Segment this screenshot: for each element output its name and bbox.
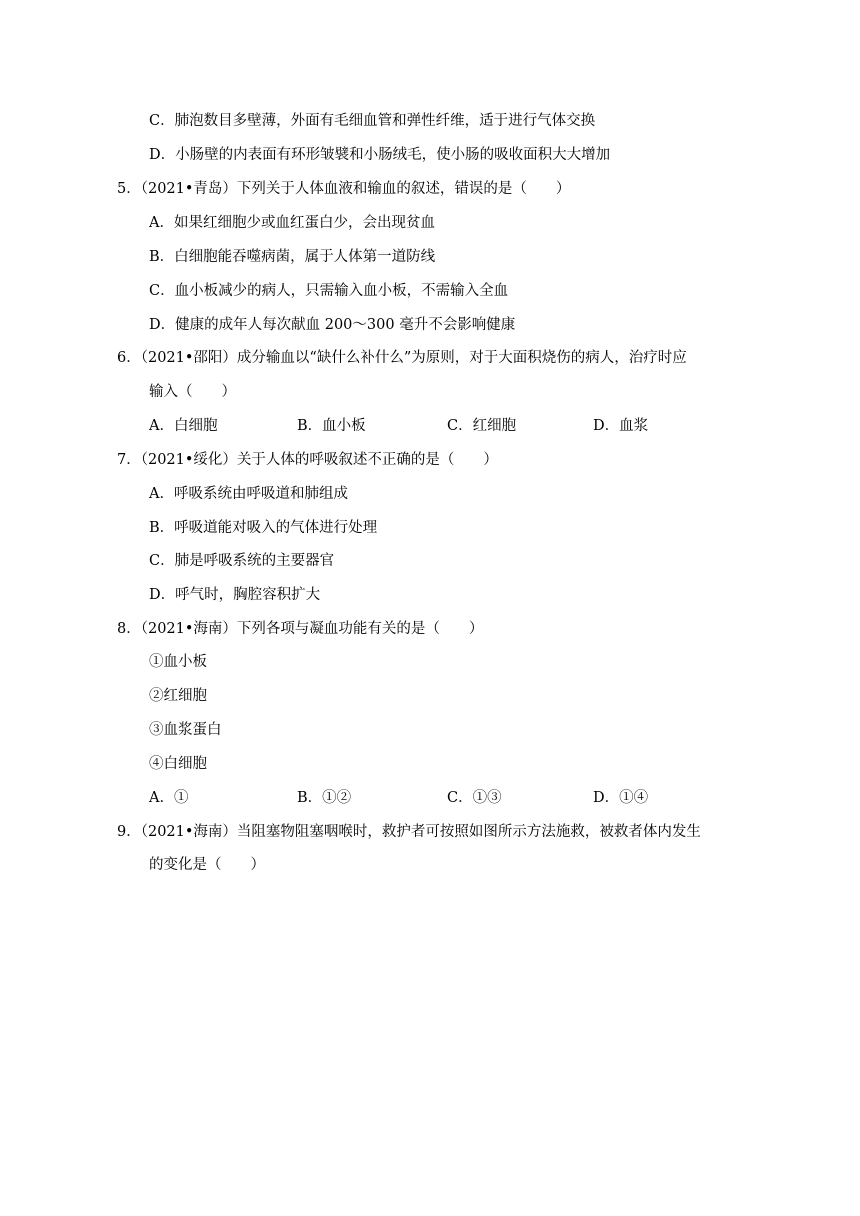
option-a: A．如果红细胞少或血红蛋白少，会出现贫血 [149,215,435,231]
option-d: D．健康的成年人每次献血 200～300 毫升不会影响健康 [149,317,516,333]
list-item: ①血小板 [149,654,207,670]
question-stem-continued: 的变化是（ ） [149,857,265,873]
question-stem: 9．（2021•海南）当阻塞物阻塞咽喉时，救护者可按照如图所示方法施救，被救者体内发生 [117,824,701,840]
question-stem: 7．（2021•绥化）关于人体的呼吸叙述不正确的是（ ） [117,452,498,468]
option-a: A．呼吸系统由呼吸道和肺组成 [149,486,348,502]
list-item: ④白细胞 [149,756,207,772]
option-a: A．① [149,790,189,806]
option-b: B．呼吸道能对吸入的气体进行处理 [149,520,378,536]
option-c: C．肺是呼吸系统的主要器官 [149,553,335,569]
option-d: D．呼气时，胸腔容积扩大 [149,587,321,603]
question-stem-continued: 输入（ ） [149,384,236,400]
option-d: D．血浆 [593,418,649,434]
prev-option-c: C．肺泡数目多壁薄，外面有毛细血管和弹性纤维，适于进行气体交换 [149,113,596,129]
list-item: ②红细胞 [149,688,207,704]
option-c: C．①③ [447,790,502,806]
option-a: A．白细胞 [149,418,218,434]
option-b: B．①② [297,790,352,806]
option-b: B．白细胞能吞噬病菌，属于人体第一道防线 [149,249,436,265]
option-c: C．红细胞 [447,418,517,434]
question-stem: 5．（2021•青岛）下列关于人体血液和输血的叙述，错误的是（ ） [117,181,571,197]
prev-option-d: D．小肠壁的内表面有环形皱襞和小肠绒毛，使小肠的吸收面积大大增加 [149,147,611,163]
option-d: D．①④ [593,790,649,806]
option-b: B．血小板 [297,418,366,434]
option-c: C．血小板减少的病人，只需输入血小板，不需输入全血 [149,283,509,299]
question-stem: 6．（2021•邵阳）成分输血以“缺什么补什么”为原则，对于大面积烧伤的病人，治疗时应 [117,350,687,366]
question-stem: 8．（2021•海南）下列各项与凝血功能有关的是（ ） [117,621,484,637]
list-item: ③血浆蛋白 [149,722,222,738]
